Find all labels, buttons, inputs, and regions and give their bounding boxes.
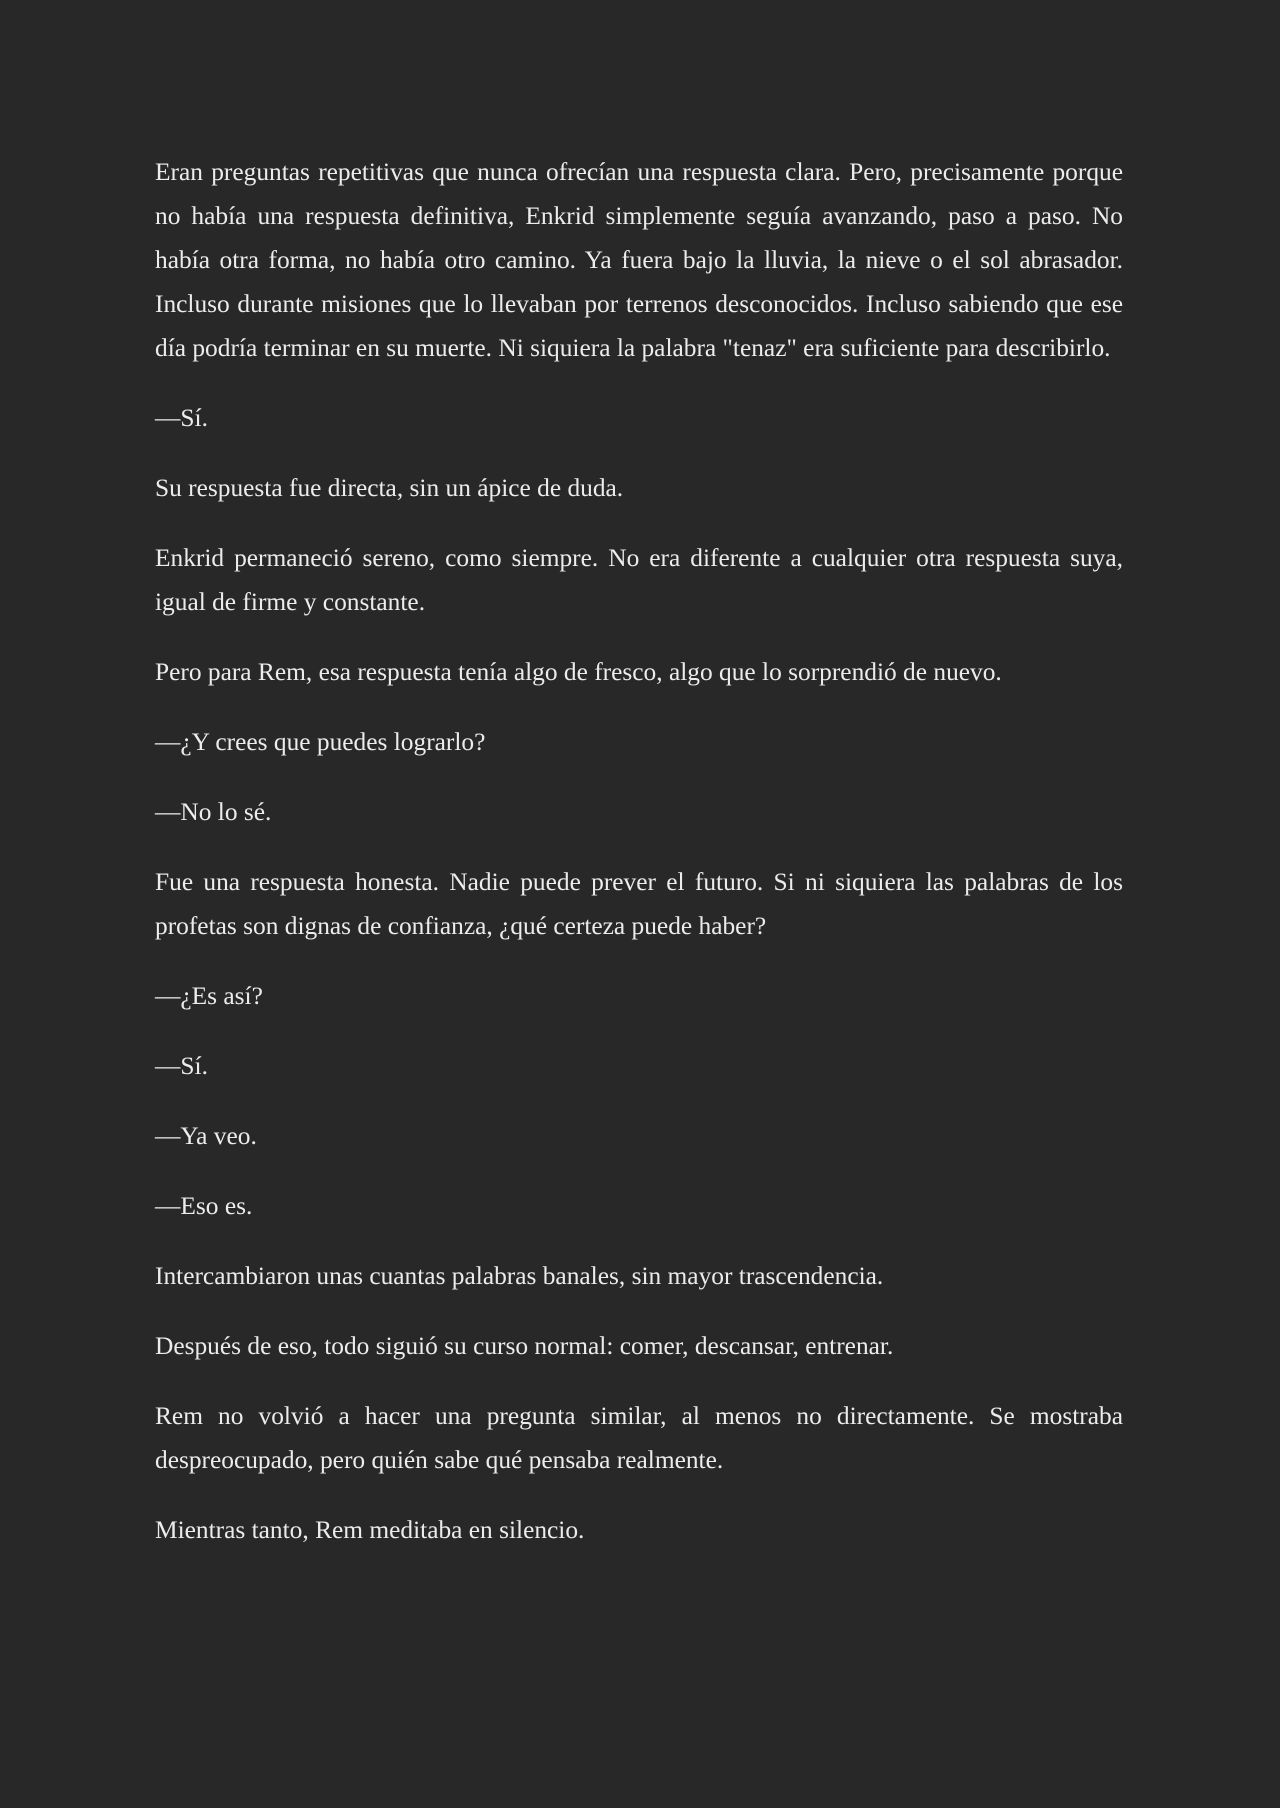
paragraph: Después de eso, todo siguió su curso normal: comer, descansar, entrenar. (155, 1332, 894, 1360)
chapter-text (155, 150, 1123, 1552)
paragraph: Mientras tanto, Rem meditaba en silencio. (155, 1516, 585, 1544)
paragraph: Rem no volvió a hacer una pregunta similar, al menos no directamente. Se mostraba despreocupado, pero quién sabe qué pensaba realmente. (155, 1402, 1123, 1474)
paragraph: —Sí. (155, 404, 208, 432)
paragraph: —Ya veo. (155, 1122, 257, 1150)
paragraph: —¿Es así? (155, 982, 263, 1010)
paragraph: Eran preguntas repetitivas que nunca ofrecían una respuesta clara. Pero, precisamente porque no había una respuesta definitiva, Enkrid simplemente seguía avanzando, paso a paso. No había otra forma, no había otro camino. Ya fuera bajo la lluvia, la nieve o el sol abrasador. Incluso durante misiones que lo llevaban por terrenos desconocidos. Incluso sabiendo que ese día podría terminar en su muerte. Ni siquiera la palabra "tenaz" era suficiente para describirlo. (155, 158, 1123, 362)
paragraph: Enkrid permaneció sereno, como siempre. No era diferente a cualquier otra respuesta suya, igual de firme y constante. (155, 544, 1123, 616)
paragraph: —¿Y crees que puedes lograrlo? (155, 728, 486, 756)
paragraph: —Eso es. (155, 1192, 253, 1220)
paragraph: Fue una respuesta honesta. Nadie puede prever el futuro. Si ni siquiera las palabras de los profetas son dignas de confianza, ¿qué certeza puede haber? (155, 868, 1123, 940)
paragraph: Su respuesta fue directa, sin un ápice de duda. (155, 474, 624, 502)
paragraph: —Sí. (155, 1052, 208, 1080)
paragraph: —No lo sé. (155, 798, 272, 826)
paragraph: Intercambiaron unas cuantas palabras banales, sin mayor trascendencia. (155, 1262, 884, 1290)
paragraph: Pero para Rem, esa respuesta tenía algo de fresco, algo que lo sorprendió de nuevo. (155, 658, 1002, 686)
